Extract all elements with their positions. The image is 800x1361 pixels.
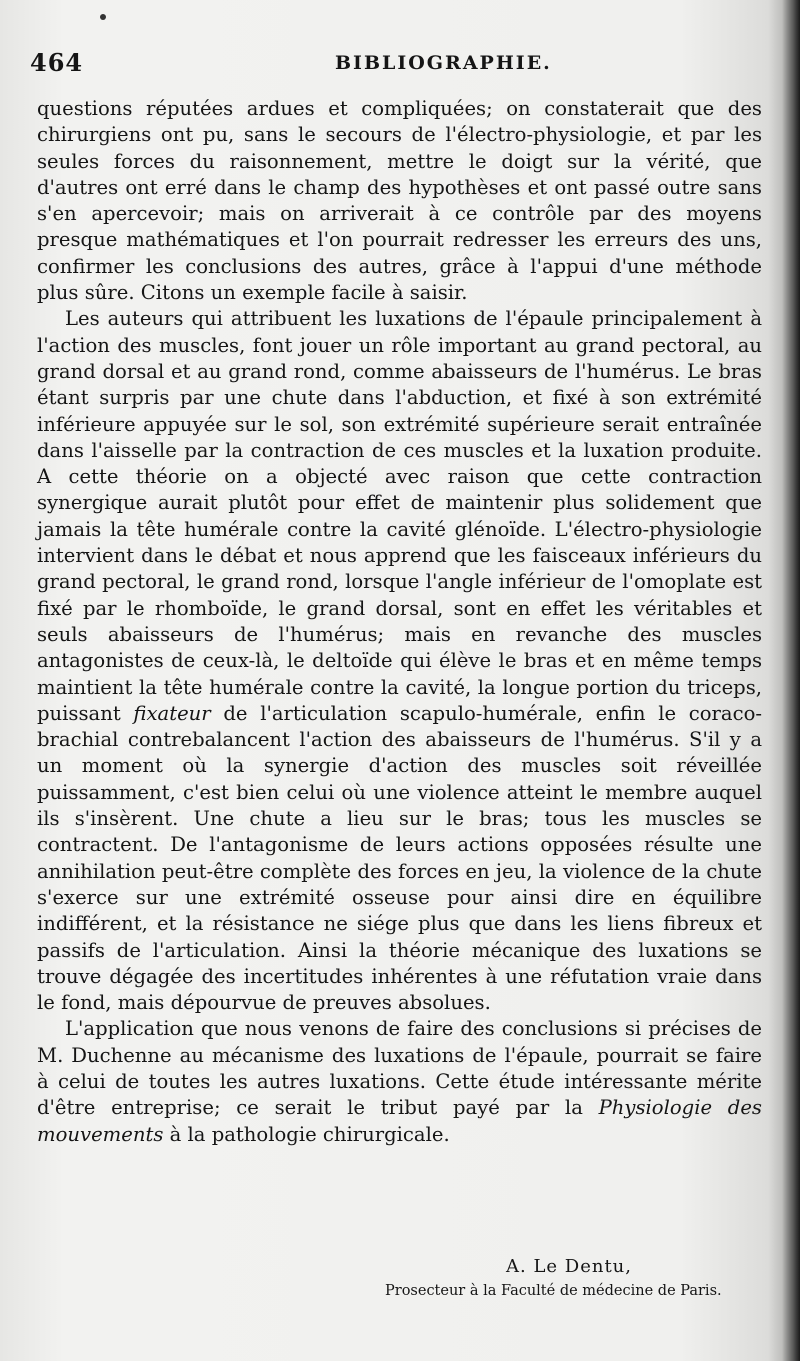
page-binding-shadow <box>782 0 800 1361</box>
paragraph-2-text-b: de l'articulation scapulo-humérale, enfin le coraco-brachial contrebalancent l'action des abaisseurs de l'humérus. S'il y a un moment où la synergie d'action des muscles soit réveillée puissamment, c'est bien celui où une violence atteint le membre auquel ils s'insèrent. Une chute a lieu sur le bras; tous les muscles se contractent. De l'antagonisme de leurs actions opposées résulte une annihilation peut-être complète des forces en jeu, la violence de la chute s'exerce sur une extrémité osseuse pour ainsi dire en équilibre indifférent, et la résistance ne siége plus que dans les liens fibreux et passifs de l'articulation. Ainsi la théorie mécanique des luxations se trouve dégagée des incertitudes inhérentes à une réfutation vraie dans le fond, mais dépourvue de preuves absolues. <box>37 701 762 1015</box>
paragraph-2-text-a: Les auteurs qui attribuent les luxations de l'épaule principalement à l'action des muscles, font jouer un rôle important au grand pectoral, au grand dorsal et au grand rond, comme abaisseurs de l'humérus. Le bras étant surpris par une chute dans l'abduction, et fixé à son extrémité inférieure appuyée sur le sol, son extrémité supérieure serait entraînée dans l'aisselle par la contraction de ces muscles et la luxation produite. A cette théorie on a objecté avec raison que cette contraction synergique aurait plutôt pour effet de maintenir plus solidement que jamais la tête humérale contre la cavité glénoïde. L'électro-physiologie intervient dans le débat et nous apprend que les faisceaux inférieurs du grand pectoral, le grand rond, lorsque l'angle inférieur de l'omoplate est fixé par le rhomboïde, le grand dorsal, sont en effet les véritables et seuls abaisseurs de l'humérus; mais en revanche des muscles antagonistes de ceux-là, le deltoïde qui élève le bras et en même temps maintient la tête humérale contre la cavité, la longue portion du triceps, puissant <box>37 307 762 725</box>
print-speck <box>100 14 106 20</box>
paragraph-3 <box>37 1016 762 1147</box>
body-text <box>37 96 762 1148</box>
author-signature: A. Le Dentu, <box>506 1256 632 1277</box>
paragraph-3-italic: Physiologie des mouvements <box>37 1096 762 1146</box>
paragraph-2 <box>37 306 762 1016</box>
paragraph-3-text-b: à la pathologie chirurgicale. <box>163 1122 450 1146</box>
page-header <box>30 48 750 78</box>
paragraph-1: questions réputées ardues et compliquées; on constaterait que des chirurgiens ont pu, sans le secours de l'électro-physiologie, et par les seules forces du raisonnement, mettre le doigt sur la vérité, que d'autres ont erré dans le champ des hypothèses et ont passé outre sans s'en apercevoir; mais on arriverait à ce contrôle par des moyens presque mathématiques et l'on pourrait redresser les erreurs des uns, confirmer les conclusions des autres, grâce à l'appui d'une méthode plus sûre. Citons un exemple facile à saisir. <box>37 97 762 305</box>
paragraph-3-text-a: L'application que nous venons de faire des conclusions si précises de M. Duchenne au mécanisme des luxations de l'épaule, pourrait se faire à celui de toutes les autres luxations. Cette étude intéressante mérite d'être entreprise; ce serait le tribut payé par la <box>37 1017 762 1120</box>
running-head: BIBLIOGRAPHIE. <box>335 52 552 74</box>
paragraph-2-italic: fixateur <box>133 701 211 725</box>
page-number: 464 <box>30 48 84 77</box>
author-affiliation: Prosecteur à la Faculté de médecine de Paris. <box>385 1283 722 1299</box>
